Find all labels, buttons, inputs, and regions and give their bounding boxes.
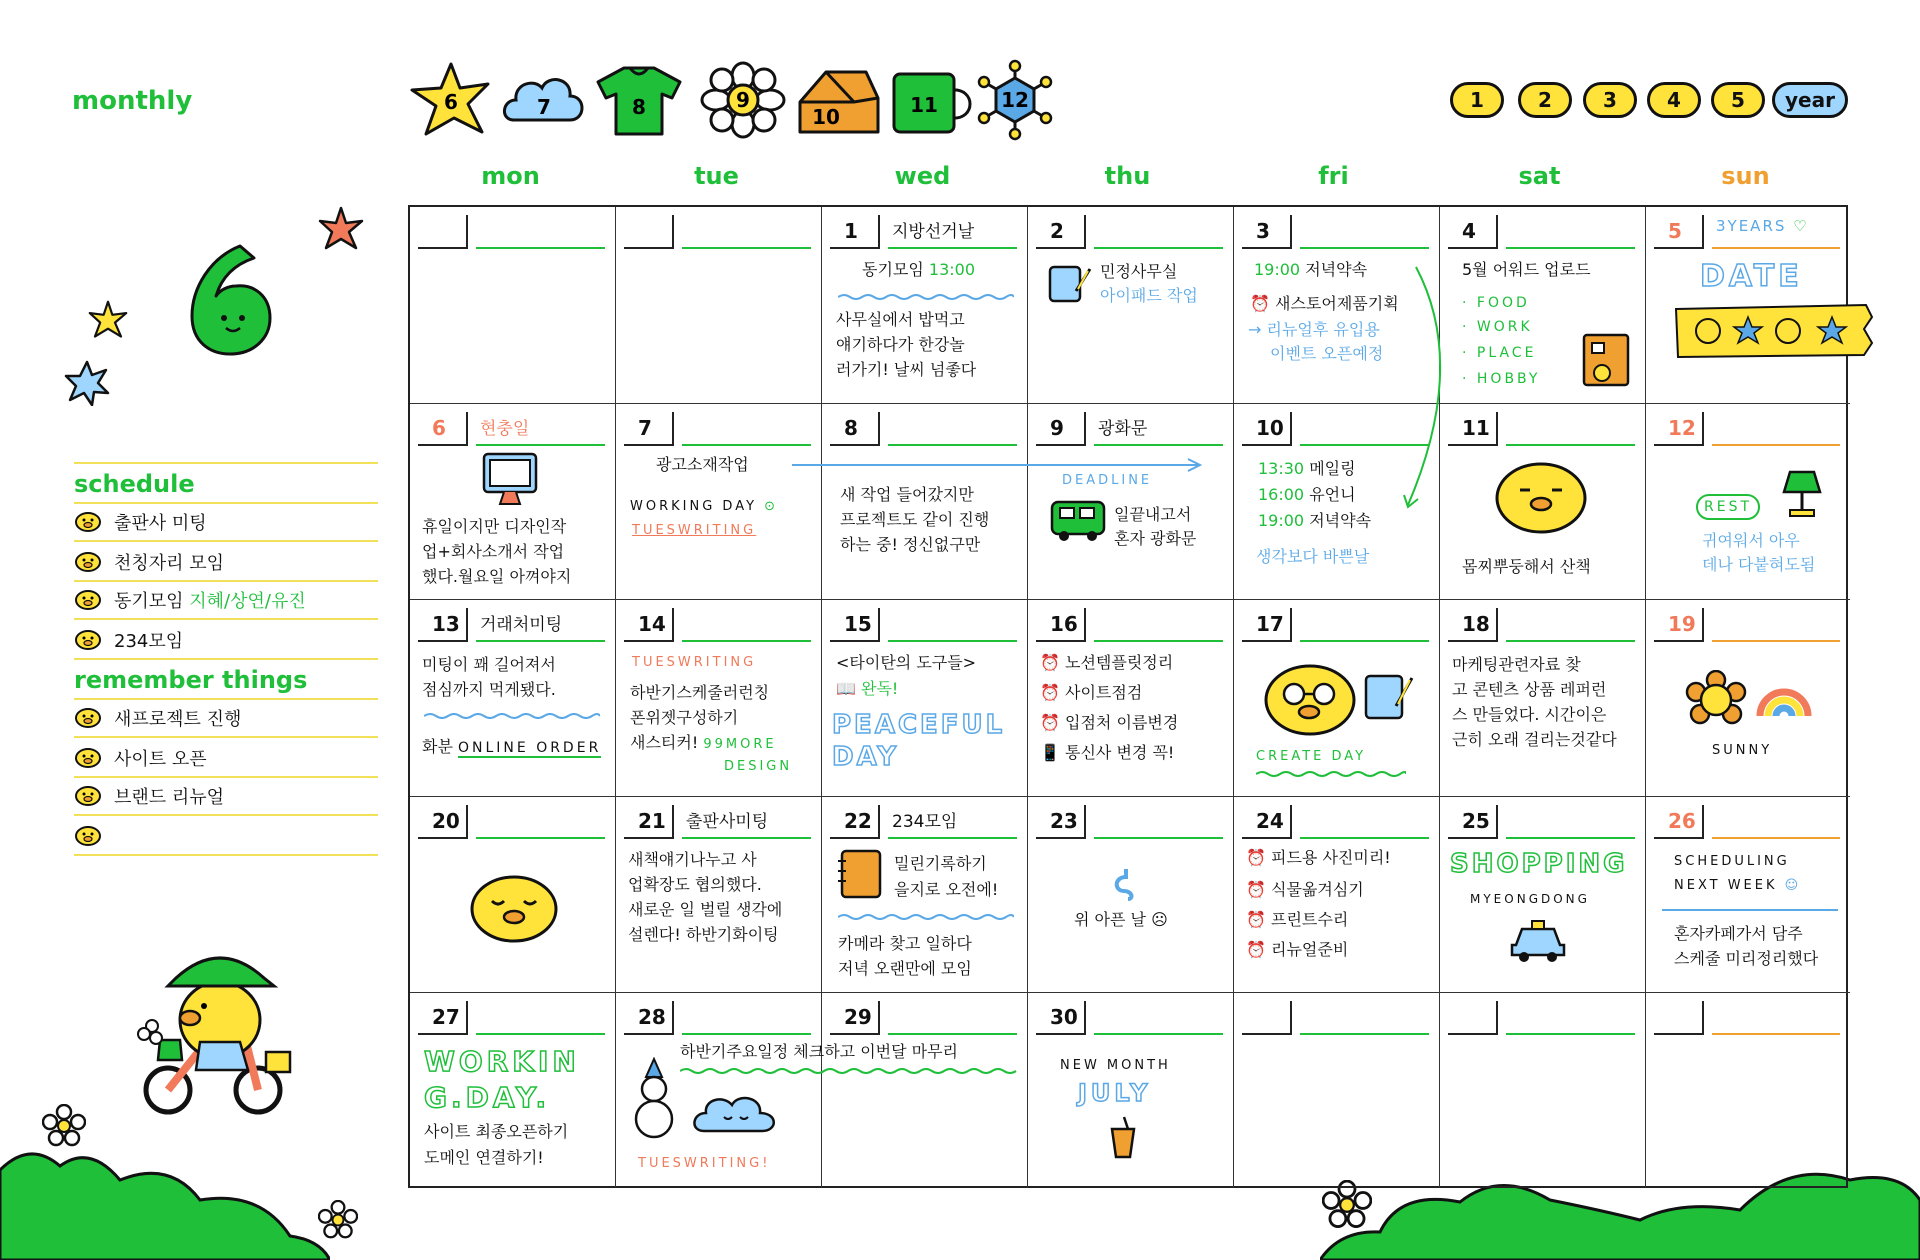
day-line: 귀여워서 아우 — [1702, 531, 1800, 550]
day-body: 휴일이지만 디자인작 — [422, 517, 567, 536]
month-12-label: 12 — [1001, 88, 1029, 112]
day-header-line — [1094, 1033, 1223, 1035]
day-title: 거래처미팅 — [480, 615, 563, 635]
month-11-mug-icon[interactable] — [890, 62, 976, 138]
month-7-label: 7 — [537, 95, 551, 119]
day-line: SUNNY — [1712, 743, 1773, 758]
day-body: 카메라 찾고 일하다 — [838, 934, 972, 953]
day-number-box — [1448, 1001, 1498, 1035]
day-cell-27[interactable] — [410, 993, 616, 1188]
day-big-label: DAY — [832, 742, 900, 772]
day-cell-29[interactable] — [822, 993, 1028, 1188]
schedule-item[interactable] — [74, 622, 378, 660]
chick-sleeping-icon — [468, 873, 560, 943]
day-list-item: ⏰ 리뉴얼준비 — [1246, 940, 1349, 959]
day-body: 사무실에서 밥먹고 — [836, 310, 965, 329]
day-title: 234모임 — [892, 812, 958, 832]
schedule-item[interactable] — [74, 504, 378, 542]
tablet-icon — [1364, 670, 1414, 722]
day-line: NEW MONTH — [1060, 1058, 1171, 1073]
day-header-line — [1300, 1033, 1429, 1035]
schedule-text: 천칭자리 모임 — [114, 553, 225, 574]
month-11-label: 11 — [910, 93, 938, 117]
day-line: NEXT WEEK ☺ — [1674, 878, 1802, 893]
pill-4-label: 4 — [1667, 88, 1681, 112]
day-line: 일끝내고서 — [1114, 505, 1192, 524]
pill-year[interactable] — [1772, 82, 1848, 118]
day-line: 민정사무실 — [1100, 262, 1178, 281]
day-body: 했다.월요일 아껴야지 — [422, 567, 572, 586]
day-number: 30 — [1036, 1001, 1086, 1035]
day-header-line — [1300, 837, 1429, 839]
chick-face-icon — [74, 551, 102, 573]
chick-glasses-icon — [1262, 662, 1358, 736]
day-cell-empty[interactable] — [1646, 993, 1850, 1188]
month-9-label: 9 — [736, 88, 750, 112]
day-cell-20[interactable] — [410, 797, 616, 993]
day-number: 18 — [1448, 608, 1498, 642]
day-number: 8 — [830, 412, 880, 446]
day-line: 19:00 저녁약속 — [1258, 511, 1372, 530]
day-line: 데나 다붙혀도됨 — [1702, 555, 1816, 574]
day-title: 지방선거날 — [892, 222, 975, 242]
month-10-label: 10 — [812, 105, 840, 129]
day-cell-25[interactable] — [1440, 797, 1646, 993]
arrow-overlay — [408, 205, 1848, 605]
bush-icon — [0, 1140, 330, 1260]
day-list-item: ⏰ 프린트수리 — [1246, 910, 1349, 929]
day-line: → 리뉴얼후 유입용 — [1248, 320, 1380, 339]
day-number: 11 — [1448, 412, 1498, 446]
day-header-line — [1506, 837, 1635, 839]
day-body: 고 콘텐츠 상품 레퍼런 — [1452, 680, 1607, 699]
remember-item[interactable] — [74, 778, 378, 816]
day-line: TUESWRITING — [632, 523, 757, 538]
day-body: 점심까지 먹게됐다. — [422, 680, 556, 699]
day-list-item: ⏰ 식물옮겨심기 — [1246, 880, 1364, 899]
day-body: 스 만들었다. 시간이은 — [1452, 705, 1607, 724]
day-body: 근히 오래 걸리는것같다 — [1452, 730, 1617, 749]
day-cell-empty[interactable] — [1440, 993, 1646, 1188]
day-body: 하반기스케줄러런칭 — [630, 683, 770, 702]
chick-face-icon — [74, 785, 102, 807]
day-header-line — [1300, 640, 1429, 642]
day-number: 25 — [1448, 805, 1498, 839]
day-body: 설렌다! 하반기화이팅 — [628, 925, 779, 944]
sun-flower-icon — [1684, 670, 1748, 730]
shopping-big-label: SHOPPING — [1450, 849, 1628, 879]
day-body: 사이트 최종오픈하기 — [424, 1122, 569, 1141]
day-number-box — [1242, 1001, 1292, 1035]
day-header-line — [888, 640, 1017, 642]
remember-text: 사이트 오픈 — [114, 749, 207, 770]
day-line: 16:00 유언니 — [1258, 485, 1356, 504]
day-line: 이벤트 오픈예정 — [1270, 344, 1384, 363]
orange-star-icon — [318, 206, 364, 252]
peaceful-big-label: PEACEFUL — [832, 710, 1006, 740]
day-header-line — [1506, 1033, 1635, 1035]
day-number: 14 — [624, 608, 674, 642]
day-number: 6 — [418, 412, 468, 446]
month-8-label: 8 — [632, 95, 646, 119]
day-body: 혼자카페가서 담주 — [1674, 924, 1803, 943]
blue-star-icon — [64, 360, 110, 406]
date-big-label: DATE — [1700, 259, 1803, 294]
day-list-item: ⏰ 입점처 이름변경 — [1040, 713, 1179, 732]
day-line: DESIGN — [724, 759, 793, 774]
day-number: 10 — [1242, 412, 1292, 446]
day-body: 폰위젯구성하기 — [630, 708, 739, 727]
day-number: 2 — [1036, 215, 1086, 249]
day-header-line — [888, 1033, 1017, 1035]
weekday-fri: fri — [1318, 162, 1349, 190]
remember-text: 브랜드 리뉴얼 — [114, 787, 225, 808]
day-number: 3 — [1242, 215, 1292, 249]
day-header-line — [1712, 837, 1840, 839]
schedule-item[interactable] — [74, 544, 378, 582]
day-line: 위 아픈 날 ☹ — [1074, 910, 1168, 929]
day-body: 저녁 오랜만에 모임 — [838, 959, 972, 978]
day-cell-19[interactable] — [1646, 600, 1850, 797]
schedule-item[interactable] — [74, 582, 378, 620]
pill-5[interactable] — [1711, 82, 1765, 118]
day-cell-22[interactable] — [822, 797, 1028, 993]
month-6-label: 6 — [444, 90, 458, 114]
day-cell-16[interactable] — [1028, 600, 1234, 797]
day-header-line — [476, 640, 605, 642]
day-number: 26 — [1654, 805, 1704, 839]
day-number: 29 — [830, 1001, 880, 1035]
day-line: MYEONGDONG — [1470, 892, 1590, 906]
wavy-underline — [838, 913, 1014, 921]
day-number: 19 — [1654, 608, 1704, 642]
day-number: 1 — [830, 215, 880, 249]
day-body: 도메인 연결하기! — [424, 1148, 544, 1167]
wavy-underline — [1256, 770, 1406, 778]
day-number: 17 — [1242, 608, 1292, 642]
day-title: 출판사미팅 — [686, 812, 769, 832]
month-9-flower-icon[interactable] — [700, 62, 786, 138]
cloud-icon — [690, 1087, 780, 1137]
day-cell-empty[interactable] — [1234, 993, 1440, 1188]
chick-face-icon — [74, 825, 102, 847]
day-body: 새 작업 들어갔지만 — [840, 485, 974, 504]
day-header-line — [1094, 837, 1223, 839]
pill-3-label: 3 — [1603, 88, 1617, 112]
drink-cup-icon — [1108, 1115, 1138, 1161]
month-10-house-icon[interactable] — [796, 62, 882, 138]
day-line: 몸찌뿌둥해서 산책 — [1462, 557, 1591, 576]
day-line: ⏰ 새스토어제품기획 — [1250, 294, 1399, 313]
wavy-underline — [424, 712, 600, 720]
weekday-thu: thu — [1104, 162, 1151, 190]
day-body: 하는 중! 정신없구만 — [840, 535, 981, 554]
yellow-star-icon — [88, 300, 128, 340]
day-title: 3YEARS ♡ — [1716, 217, 1809, 235]
weekday-wed: wed — [894, 162, 951, 190]
schedule-extra: 지혜/상연/유진 — [189, 591, 306, 612]
day-number: 4 — [1448, 215, 1498, 249]
day-number: 21 — [624, 805, 674, 839]
working-big-label: WORKIN — [424, 1045, 580, 1078]
day-line: 아이패드 작업 — [1100, 286, 1198, 305]
day-header-line — [1506, 640, 1635, 642]
monthly-title: monthly — [72, 86, 193, 116]
day-header-line — [476, 1033, 605, 1035]
pill-2-label: 2 — [1538, 88, 1552, 112]
day-cell-13[interactable] — [410, 600, 616, 797]
weekday-tue: tue — [694, 162, 739, 190]
day-number: 20 — [418, 805, 468, 839]
day-list-item: · HOBBY — [1462, 371, 1541, 387]
pill-1-label: 1 — [1470, 88, 1484, 112]
day-body: 러가기! 날씨 넘좋다 — [836, 360, 977, 379]
day-line: CREATE DAY — [1256, 749, 1367, 764]
chick-face-icon — [74, 629, 102, 651]
day-body: 마케팅관련자료 찾 — [1452, 655, 1581, 674]
day-line: WORKING DAY ⊙ — [630, 499, 779, 514]
day-list-item: · WORK — [1462, 319, 1533, 335]
day-list-item: ⏰ 노션템플릿정리 — [1040, 653, 1174, 672]
day-list-item: · FOOD — [1462, 295, 1530, 311]
day-number: 28 — [624, 1001, 674, 1035]
remember-heading: remember things — [74, 666, 308, 694]
day-number: 15 — [830, 608, 880, 642]
schedule-text: 동기모임 — [114, 591, 190, 612]
schedule-text: 출판사 미팅 — [114, 513, 207, 534]
notebook-icon — [838, 849, 884, 901]
day-header-line — [682, 837, 811, 839]
day-list-item: · PLACE — [1462, 345, 1537, 361]
weekday-sat: sat — [1518, 162, 1561, 190]
chick-bike-icon — [130, 930, 300, 1130]
big-month-six-icon — [180, 238, 280, 358]
remember-item[interactable] — [74, 700, 378, 738]
snowman-icon — [634, 1057, 674, 1139]
day-header-line — [682, 640, 811, 642]
day-list-item: ⏰ 사이트점검 — [1040, 683, 1143, 702]
working-big-label: G.DAY. — [424, 1081, 551, 1114]
day-line: 13:30 메일링 — [1258, 459, 1356, 478]
stomach-icon — [1110, 867, 1140, 901]
pill-2[interactable] — [1518, 82, 1572, 118]
day-line: 하반기주요일정 체크하고 이번달 마무리 — [680, 1042, 959, 1061]
day-number-box — [1654, 1001, 1704, 1035]
day-body: 스케줄 미리정리했다 — [1674, 949, 1819, 968]
day-line: TUESWRITING! — [638, 1156, 771, 1171]
day-number: 9 — [1036, 412, 1086, 446]
day-body: 새책얘기나누고 사 — [628, 850, 757, 869]
day-number: 23 — [1036, 805, 1086, 839]
july-big-label: JULY — [1078, 1079, 1152, 1107]
day-number: 13 — [418, 608, 468, 642]
day-list-item: 📱 통신사 변경 꼭! — [1040, 743, 1175, 762]
chick-face-icon — [74, 747, 102, 769]
pill-4[interactable] — [1647, 82, 1701, 118]
day-line: 5월 어워드 업로드 — [1462, 260, 1591, 279]
remember-text: 새프로젝트 진행 — [114, 709, 242, 730]
rainbow-icon — [1756, 676, 1812, 720]
day-header-line — [1712, 1033, 1840, 1035]
schedule-heading: schedule — [74, 470, 195, 498]
day-line: 광고소재작업 — [656, 455, 749, 474]
day-header-line — [476, 837, 605, 839]
day-body: 얘기하다가 한강놀 — [836, 335, 965, 354]
day-cell-15[interactable] — [822, 600, 1028, 797]
day-number: 12 — [1654, 412, 1704, 446]
day-cell-24[interactable] — [1234, 797, 1440, 993]
day-line: 을지로 오전에! — [894, 880, 999, 899]
day-title: 광화문 — [1098, 419, 1148, 439]
day-line: 생각보다 바쁜날 — [1256, 547, 1370, 566]
day-line: 📖 완독! — [836, 679, 899, 698]
day-number: 7 — [624, 412, 674, 446]
day-header-line — [682, 1033, 811, 1035]
day-line: 혼자 광화문 — [1114, 529, 1197, 548]
month-6-star-icon[interactable] — [408, 62, 494, 138]
day-header-line — [1094, 640, 1223, 642]
day-line: <타이탄의 도구들> — [836, 653, 977, 672]
day-body: 프로젝트도 같이 진행 — [840, 510, 990, 529]
pill-1[interactable] — [1450, 82, 1504, 118]
day-line: DEADLINE — [1062, 473, 1153, 488]
day-body: 미팅이 꽤 길어져서 — [422, 655, 556, 674]
day-line: TUESWRITING — [632, 655, 757, 670]
chick-face-icon — [74, 707, 102, 729]
day-number: 5 — [1654, 215, 1704, 249]
month-8-shirt-icon[interactable] — [596, 62, 682, 138]
pill-3[interactable] — [1583, 82, 1637, 118]
day-line: REST — [1696, 494, 1760, 520]
day-cell-23[interactable] — [1028, 797, 1234, 993]
day-line: SCHEDULING — [1674, 854, 1790, 869]
day-number: 27 — [418, 1001, 468, 1035]
divider — [74, 462, 378, 464]
day-list-item: ⏰ 피드용 사진미리! — [1246, 848, 1391, 867]
day-title: 현충일 — [480, 419, 530, 439]
month-12-snowflake-icon[interactable] — [972, 62, 1058, 138]
month-7-cloud-icon[interactable] — [500, 62, 586, 138]
remember-item[interactable] — [74, 818, 378, 856]
day-header-line — [888, 837, 1017, 839]
schedule-text: 234모임 — [114, 631, 184, 652]
day-body: 새로운 일 벌릴 생각에 — [628, 900, 783, 919]
pill-5-label: 5 — [1731, 88, 1745, 112]
day-body: 업+회사소개서 작업 — [422, 542, 565, 561]
weekday-mon: mon — [481, 162, 540, 190]
car-icon — [1510, 919, 1566, 963]
day-number: 16 — [1036, 608, 1086, 642]
day-number: 24 — [1242, 805, 1292, 839]
day-line: 동기모임 13:00 — [862, 260, 976, 279]
day-cell-17[interactable] — [1234, 600, 1440, 797]
day-header-line — [1712, 640, 1840, 642]
day-cell-26[interactable] — [1646, 797, 1850, 993]
day-line: 19:00 저녁약속 — [1254, 260, 1368, 279]
day-cell-14[interactable] — [616, 600, 822, 797]
pill-year-label: year — [1785, 88, 1835, 112]
blue-rule — [1662, 909, 1838, 911]
day-line: 밀린기록하기 — [894, 854, 987, 873]
day-cell-21[interactable] — [616, 797, 822, 993]
day-cell-30[interactable] — [1028, 993, 1234, 1188]
remember-item[interactable] — [74, 740, 378, 778]
day-line: 화분 ONLINE ORDER — [422, 737, 602, 756]
chick-face-icon — [74, 589, 102, 611]
day-line: 새스티커! 99MORE — [630, 733, 777, 752]
day-cell-18[interactable] — [1440, 600, 1646, 797]
day-number: 22 — [830, 805, 880, 839]
chick-face-icon — [74, 511, 102, 533]
day-body: 업확장도 협의했다. — [628, 875, 762, 894]
weekday-sun: sun — [1721, 162, 1770, 190]
